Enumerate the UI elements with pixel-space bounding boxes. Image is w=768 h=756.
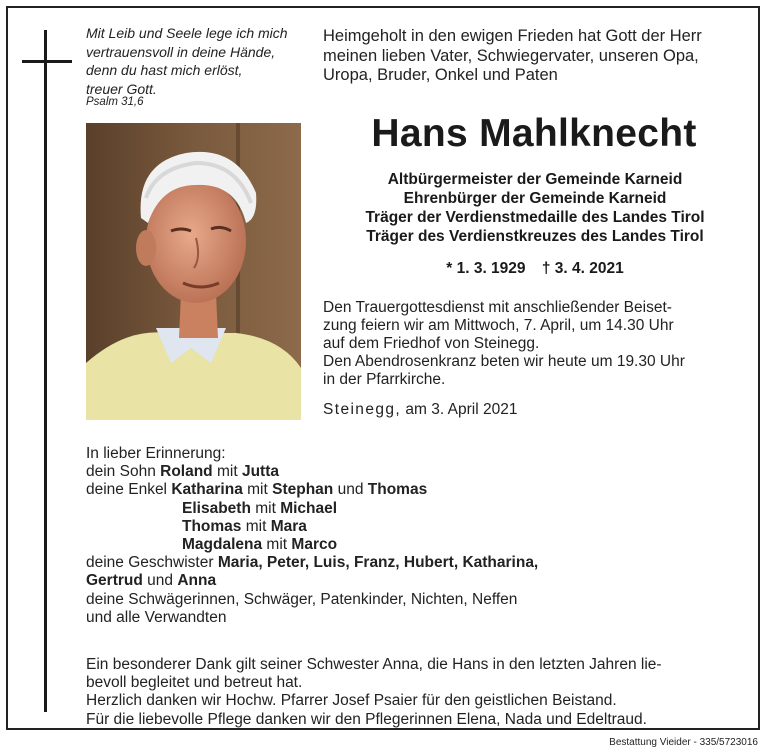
title-line: Ehrenbürger der Gemeinde Karneid	[403, 190, 667, 207]
place-date-text: am 3. April 2021	[405, 401, 518, 418]
psalm-line: Mit Leib und Seele lege ich mich	[86, 25, 288, 41]
service-line: Den Trauergottesdienst mit anschließender Beiset-	[323, 299, 672, 316]
psalm-line: vertrauensvoll in deine Hände,	[86, 43, 276, 60]
life-dates	[300, 260, 768, 278]
intro-line: Uropa, Bruder, Onkel und Paten	[323, 66, 558, 84]
mourner-name: Gertrud	[86, 572, 143, 590]
title-line: Träger des Verdienstkreuzes des Landes Tirol	[366, 228, 704, 245]
intro-line: Heimgeholt in den ewigen Frieden hat Gott der Herr	[323, 27, 702, 45]
mourner-inlaws: deine Schwägerinnen, Schwäger, Patenkinder, Nichten, Neffen	[86, 590, 518, 608]
thanks-line: Herzlich danken wir Hochw. Pfarrer Josef Psaier für den geistlichen Beistand.	[86, 692, 617, 710]
service-info	[323, 299, 753, 389]
deceased-titles	[300, 170, 768, 246]
relation-label: dein Sohn	[86, 463, 156, 481]
cross-icon	[44, 30, 47, 712]
thanks-line: Für die liebevolle Pflege danken wir den Pflegerinnen Elena, Nada und Edeltraud.	[86, 710, 647, 728]
mourner-name: Anna	[177, 572, 217, 590]
relation-label: deine Enkel	[86, 481, 168, 499]
place-town: Steinegg,	[323, 401, 402, 418]
mourner-grandchild	[86, 518, 746, 536]
cross-icon-bar	[22, 60, 72, 63]
psalm-line: treuer Gott.	[86, 80, 157, 97]
death-date: † 3. 4. 2021	[541, 260, 624, 277]
mourner-grandchild	[86, 481, 746, 499]
mourner-name: Mara	[270, 517, 307, 535]
mourner-son	[86, 463, 746, 481]
portrait-photo	[86, 123, 301, 420]
intro-text	[323, 27, 753, 86]
connector: und	[337, 481, 364, 499]
service-line: zung feiern wir am Mittwoch, 7. April, um 14.30 Uhr	[323, 317, 674, 334]
title-line: Altbürgermeister der Gemeinde Karneid	[387, 171, 683, 188]
mourner-siblings	[86, 554, 746, 572]
psalm-line: denn du hast mich erlöst,	[86, 62, 243, 78]
connector: und	[147, 572, 174, 590]
deceased-name: Hans Mahlknecht	[371, 112, 697, 155]
connector: mit	[216, 463, 238, 481]
psalm-quote	[86, 24, 316, 98]
thanks-text	[86, 656, 756, 729]
funeral-home-credit: Bestattung Vieider - 335/5723016	[609, 737, 758, 748]
service-line: in der Pfarrkirche.	[323, 371, 446, 388]
mourner-siblings-cont	[86, 572, 746, 590]
intro-line: meinen lieben Vater, Schwiegervater, unseren Opa,	[323, 46, 699, 65]
connector: mit	[247, 481, 268, 499]
thanks-line: bevoll begleitet und betreut hat.	[86, 674, 303, 692]
mourner-name: Magdalena	[182, 536, 263, 554]
mourner-name: Katharina	[171, 481, 243, 499]
connector: mit	[245, 517, 267, 535]
mourner-name: Maria, Peter, Luis, Franz, Hubert, Katharina,	[217, 554, 539, 572]
service-line: Den Abendrosenkranz beten wir heute um 19.30 Uhr	[323, 353, 685, 370]
mourner-name: Elisabeth	[182, 499, 251, 517]
place-date	[323, 401, 517, 419]
connector: mit	[266, 536, 288, 554]
mourner-name: Thomas	[182, 517, 242, 535]
mourner-name: Thomas	[367, 481, 428, 499]
mourner-grandchild	[86, 500, 746, 518]
mourners-heading: In lieber Erinnerung:	[86, 445, 226, 462]
mourner-relatives: und alle Verwandten	[86, 608, 227, 626]
thanks-line: Ein besonderer Dank gilt seiner Schwester Anna, die Hans in den letzten Jahren lie-	[86, 656, 662, 673]
psalm-reference: Psalm 31,6	[86, 96, 144, 108]
mourner-name: Stephan	[272, 481, 334, 499]
title-line: Träger der Verdienstmedaille des Landes Tirol	[365, 209, 705, 226]
connector: mit	[255, 499, 276, 517]
birth-date: * 1. 3. 1929	[446, 260, 526, 277]
mourners-list	[86, 445, 746, 627]
mourner-grandchild	[86, 536, 746, 554]
relation-label: deine Geschwister	[86, 554, 214, 572]
mourner-name: Roland	[160, 463, 213, 481]
mourner-name: Michael	[280, 499, 338, 517]
mourner-name: Marco	[291, 536, 338, 554]
service-line: auf dem Friedhof von Steinegg.	[323, 335, 540, 352]
mourner-name: Jutta	[241, 463, 279, 481]
